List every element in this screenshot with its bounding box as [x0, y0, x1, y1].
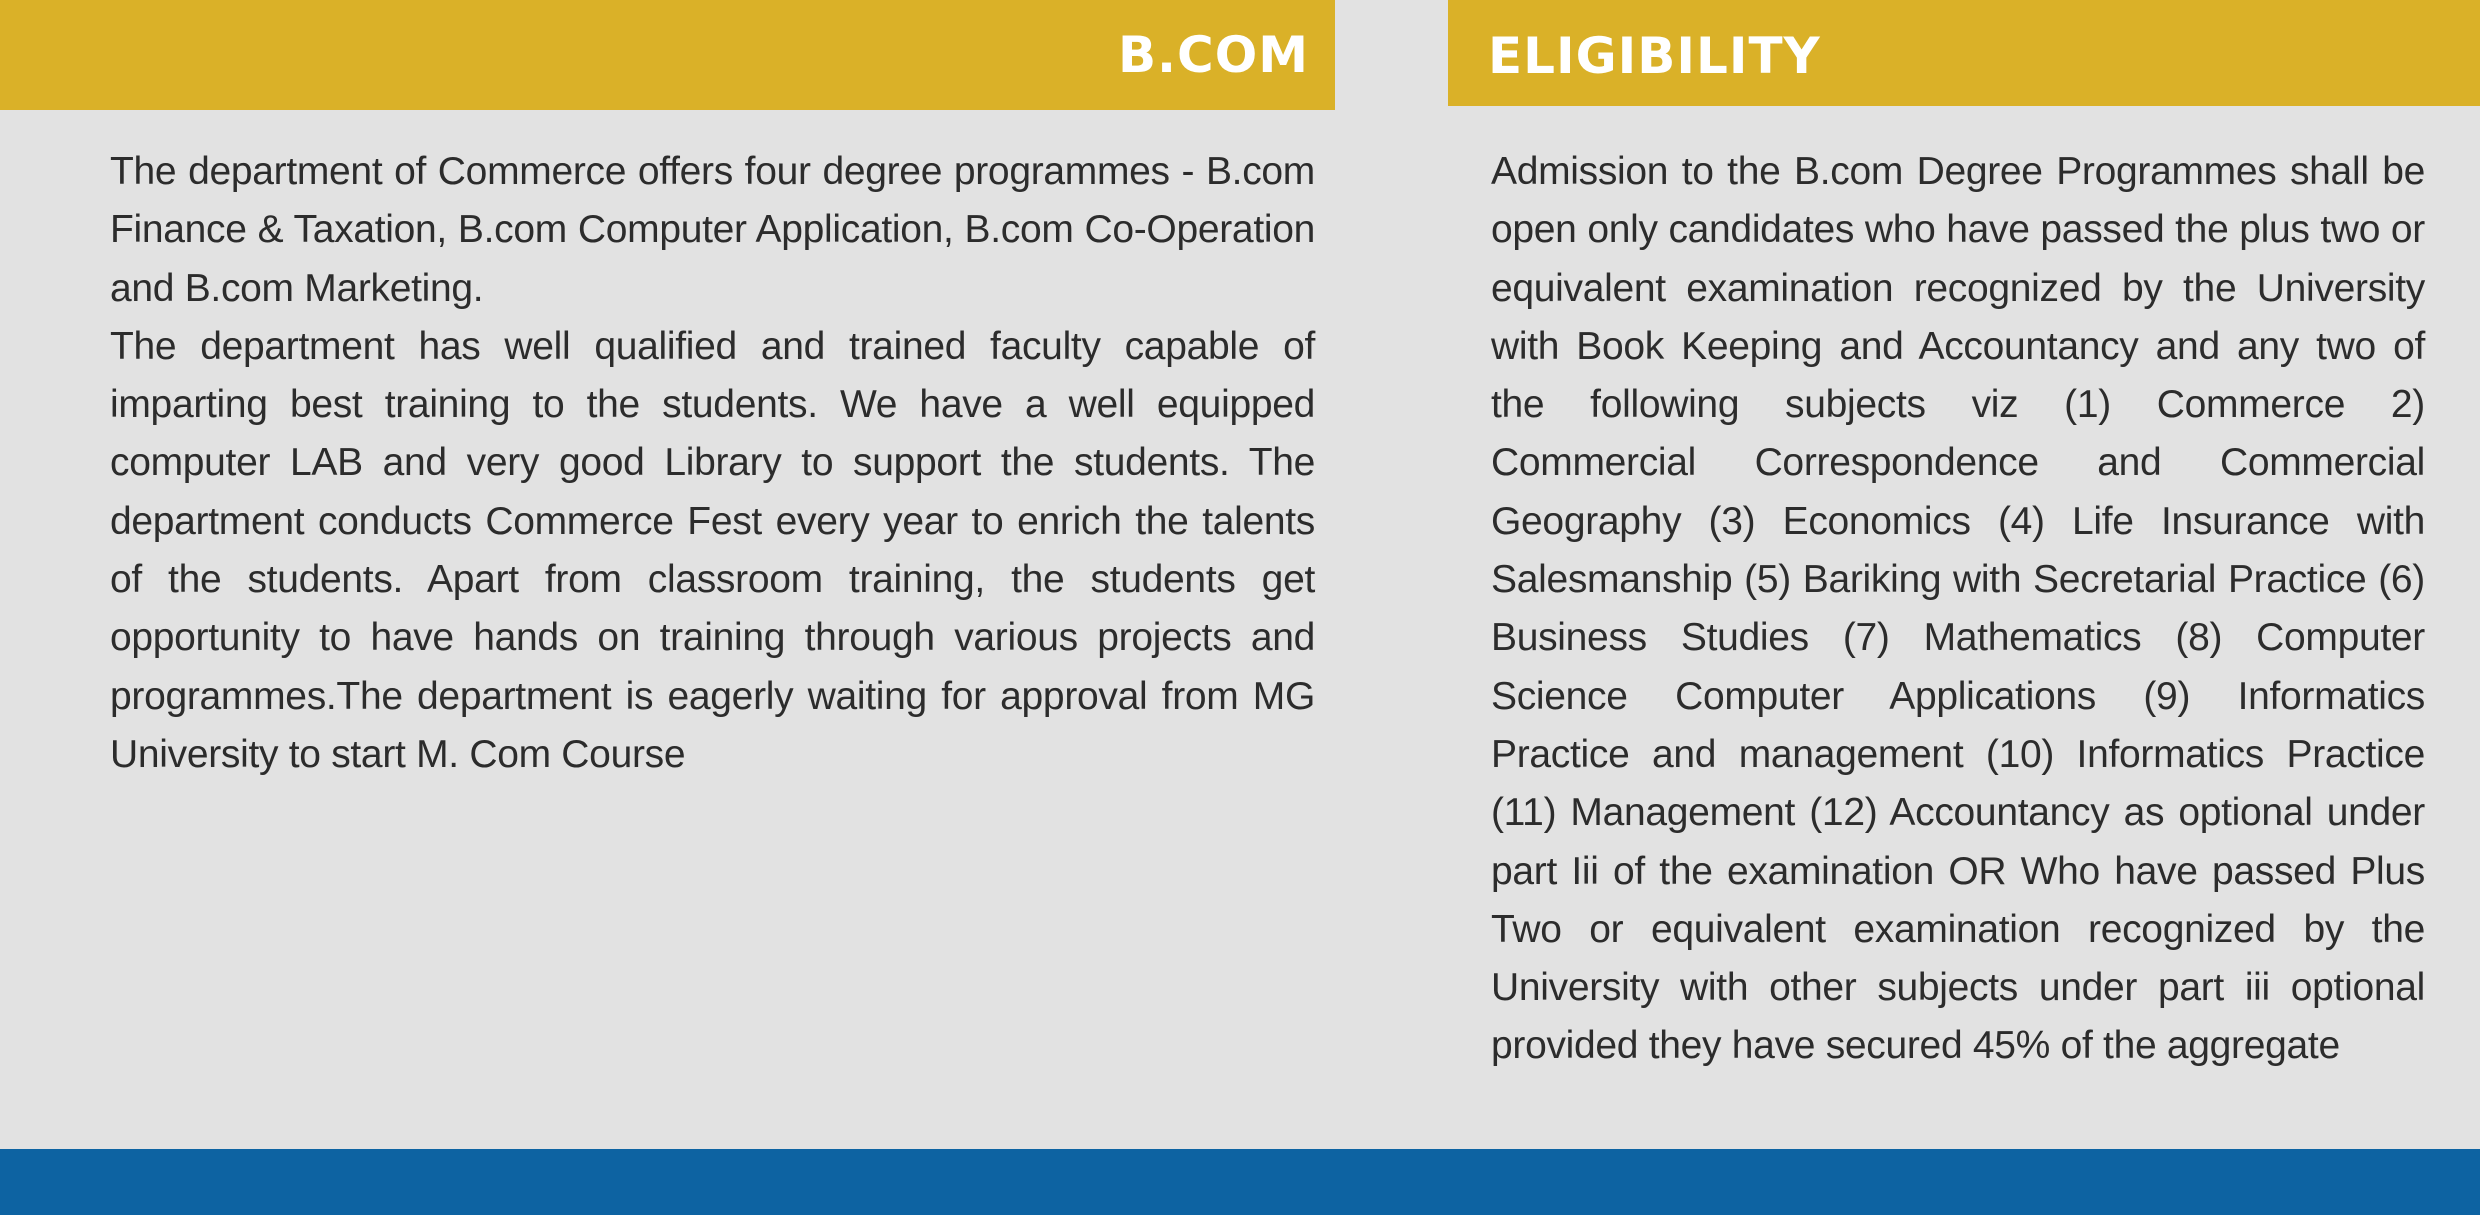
bcom-heading: B.COM — [1117, 26, 1309, 84]
eligibility-description — [1491, 143, 2425, 1076]
eligibility-paragraph: Admission to the B.com Degree Programmes shall be open only candidates who have passed the plus two or equivalent examination recognized by the University with Book Keeping and Accountancy and any two of the following subjects viz (1) Commerce 2) Commercial Correspondence and Commercial Geography (3) Economics (4) Life Insurance with Salesmanship (5) Bariking with Secretarial Practice (6) Business Studies (7) Mathematics (8) Computer Science Computer Applications (9) Informatics Practice and management (10) Informatics Practice (11) Management (12) Accountancy as optional under part Iii of the examination OR Who have passed Plus Two or equivalent examination recognized by the University with other subjects under part iii optional provided they have secured 45% of the aggregate — [1491, 150, 2425, 1068]
bcom-paragraph-programmes: The department of Commerce offers four degree programmes - B.com Finance & Taxation, B.com Computer Application, B.com Co-Operation and B.com Marketing. — [110, 150, 1315, 310]
footer-bar — [0, 1149, 2480, 1215]
bcom-paragraph-faculty: The department has well qualified and trained faculty capable of imparting best training to the students. We have a well equipped computer LAB and very good Library to support the students. The department conducts Commerce Fest every year to enrich the talents of the students. Apart from classroom training, the students get opportunity to have hands on training through various projects and programmes.The department is eagerly waiting for approval from MG University to start M. Com Course — [110, 324, 1315, 776]
eligibility-header-bar — [1448, 0, 2480, 106]
bcom-description — [110, 143, 1315, 784]
bcom-header-bar — [0, 0, 1335, 110]
eligibility-heading: ELIGIBILITY — [1488, 27, 1821, 85]
